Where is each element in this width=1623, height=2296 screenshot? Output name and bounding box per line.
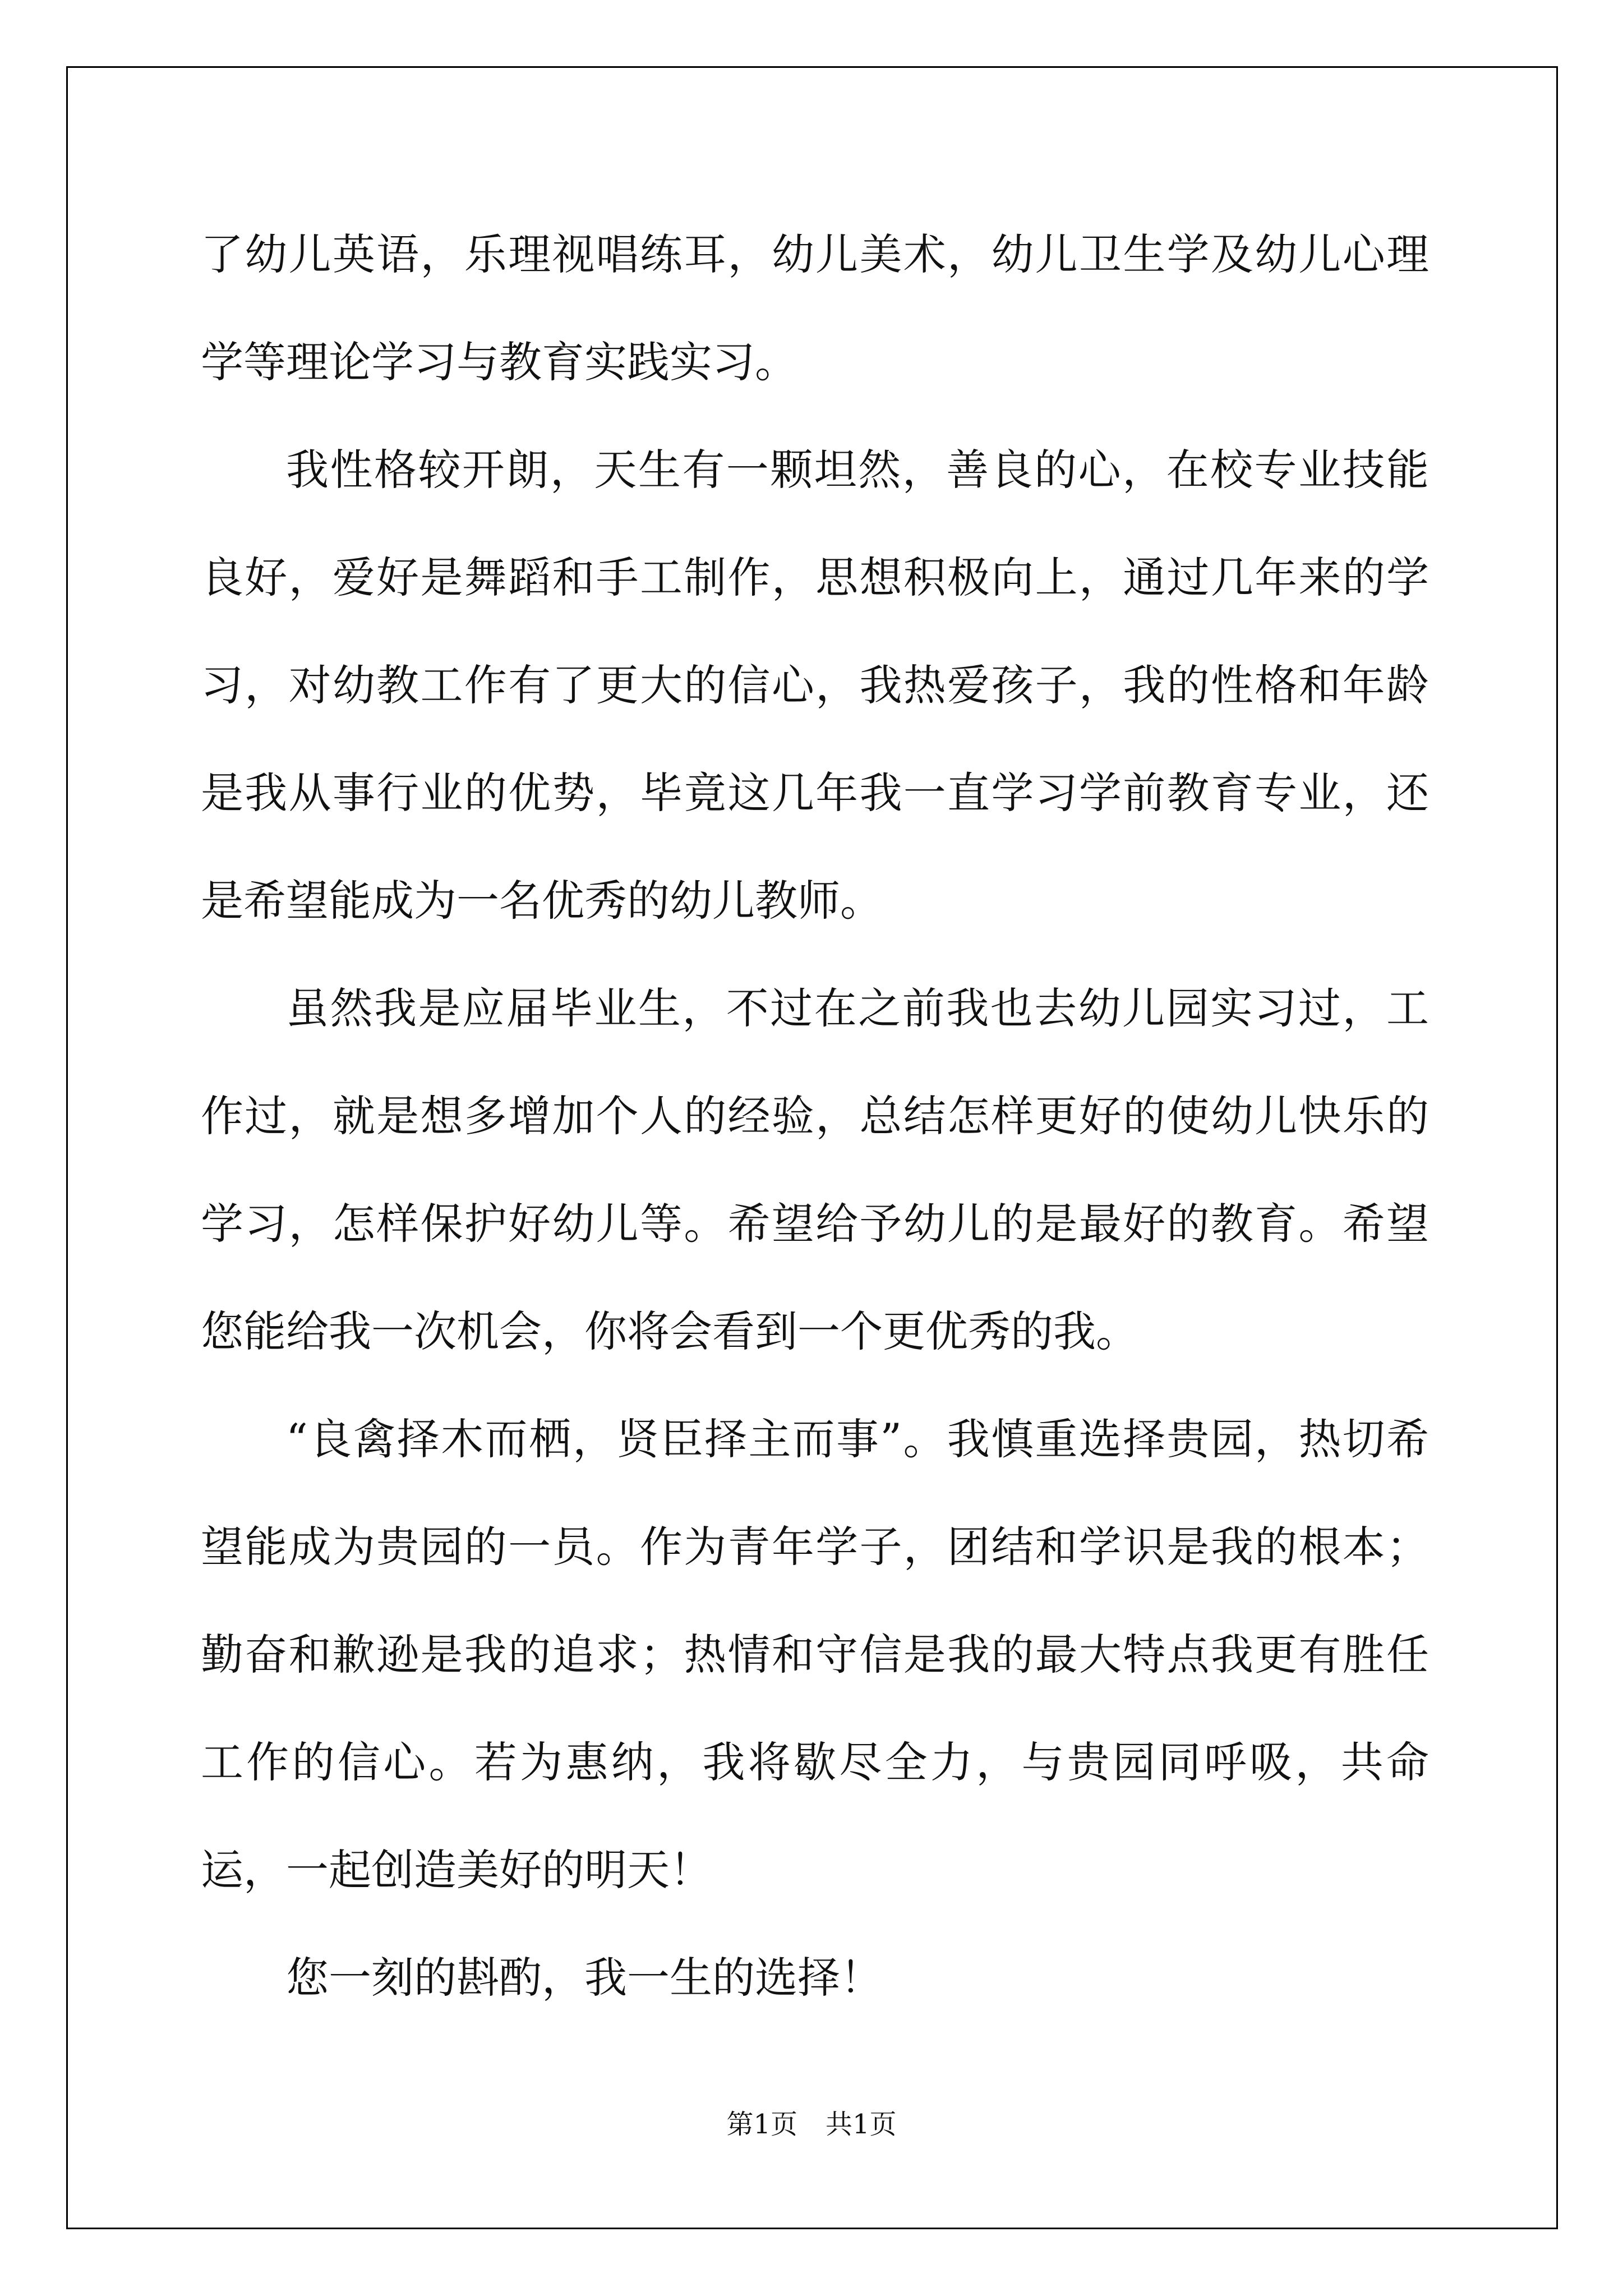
page-footer xyxy=(0,2102,1623,2141)
paragraph-1: 了幼儿英语，乐理视唱练耳，幼儿美术，幼儿卫生学及幼儿心理学等理论学习与教育实践实习。 xyxy=(201,229,1429,387)
page-number: 第1页 xyxy=(726,2109,797,2140)
paragraph-2: 我性格较开朗，天生有一颗坦然，善良的心，在校专业技能良好，爱好是舞蹈和手工制作，思想积极向上，通过几年来的学习，对幼教工作有了更大的信心，我热爱孩子，我的性格和年龄是我从事行业的优势，毕竟这几年我一直学习学前教育专业，还是希望能成为一名优秀的幼儿教师。 xyxy=(201,445,1429,926)
page-total: 共1页 xyxy=(826,2109,897,2140)
document-body xyxy=(201,201,1429,2032)
paragraph-4: “良禽择木而栖，贤臣择主而事”。我慎重选择贵园，热切希望能成为贵园的一员。作为青年学子，团结和学识是我的根本；勤奋和歉逊是我的追求；热情和守信是我的最大特点我更有胜任工作的信心。若为惠纳，我将歇尽全力，与贵园同呼吸，共命运，一起创造美好的明天！ xyxy=(201,1414,1429,1895)
paragraph-5: 您一刻的斟酌，我一生的选择！ xyxy=(286,1953,883,2003)
paragraph-3: 虽然我是应届毕业生，不过在之前我也去幼儿园实习过，工作过，就是想多增加个人的经验，总结怎样更好的使幼儿快乐的学习，怎样保护好幼儿等。希望给予幼儿的是最好的教育。希望您能给我一次机会，你将会看到一个更优秀的我。 xyxy=(201,983,1429,1356)
